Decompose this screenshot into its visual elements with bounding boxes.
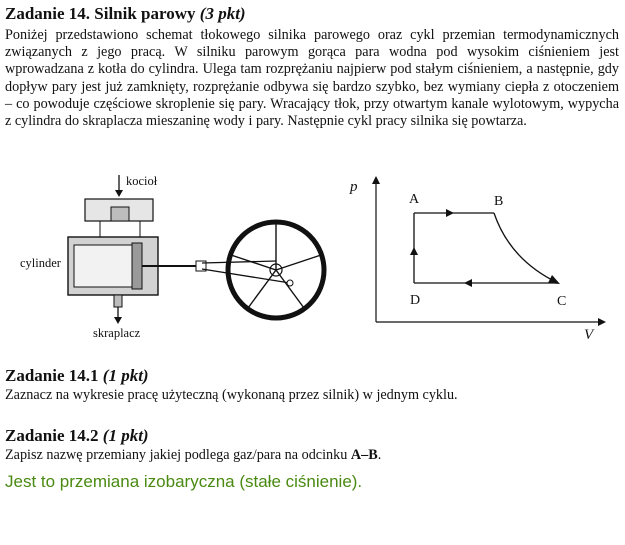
task-14-2-title-text: Zadanie 14.2 (5, 426, 99, 445)
exhaust-pipe (114, 295, 122, 307)
v-axis-label: V (584, 327, 594, 343)
task-14-2-points: (1 pkt) (102, 426, 149, 445)
piston (132, 243, 142, 289)
task-14-2-question (5, 447, 381, 464)
arrow-a-b (446, 209, 454, 217)
connecting-rod-top (202, 261, 276, 263)
arrow-b-c (548, 275, 560, 284)
task-14-2-answer: Jest to przemiana izobaryczna (stałe ciśnienie). (5, 472, 363, 491)
crank-pin (287, 280, 293, 286)
task-14-2-question-segment: A–B (350, 447, 378, 463)
task-14-2-question-pre: Zapisz nazwę przemiany jakiej podlega gaz/para na odcinku (5, 447, 351, 463)
pv-cycle (414, 213, 558, 283)
label-boiler: kocioł (126, 174, 158, 188)
task-14-2-question-post: . (377, 447, 382, 463)
task-14-1-question: Zaznacz na wykresie pracę użyteczną (wykonaną przez silnik) w jednym cyklu. (5, 387, 458, 403)
task-14-1-points: (1 pkt) (102, 366, 149, 385)
task-14-1-title-text: Zadanie 14.1 (5, 366, 99, 385)
task-14-title-text: Zadanie 14. Silnik parowy (5, 4, 196, 23)
v-axis-arrow (598, 318, 606, 326)
task-14-1-title (5, 366, 149, 386)
arrow-c-d (464, 279, 472, 287)
label-cylinder: cylinder (20, 256, 61, 270)
task-14-title (5, 4, 246, 24)
slide-valve (111, 207, 129, 221)
label-condenser: skraplacz (93, 326, 141, 340)
arrow-d-a (410, 247, 418, 255)
p-axis-arrow (372, 176, 380, 184)
point-a-label: A (409, 192, 420, 207)
figure-area (0, 165, 625, 355)
task-14-points: (3 pkt) (199, 4, 246, 23)
task-14-2-title (5, 426, 149, 446)
p-axis-label: p (350, 179, 358, 195)
cylinder-chamber (74, 245, 132, 287)
condenser-arrow-head (114, 317, 122, 324)
segment-b-c (494, 213, 558, 283)
boiler-arrow-head (115, 190, 123, 197)
point-d-label: D (410, 293, 421, 308)
point-b-label: B (494, 194, 504, 209)
task-14-intro: Poniżej przedstawiono schemat tłokowego silnika parowego oraz cykl przemian termodynamicznych związanych z jego pracą. W silniku parowym gorąca para wodna pod wysokim ciśnieniem jest wprowadzana z kotła do cylindra. Ulega tam rozprężaniu najpierw pod stałym ciśnieniem, a następnie, gdy dopływ pary jest już zamknięty, rozprężanie odbywa się bardzo szybko, bez wymiany ciepła z otoczeniem – co powoduje częściowe skroplenie się pary. Wracający tłok, przy otwartym kanale wylotowym, wypycha z cylindra do skraplacza mieszaninę wody i pary. Następnie cykl pracy silnika się powtarza. (5, 27, 619, 130)
point-c-label: C (557, 294, 567, 309)
